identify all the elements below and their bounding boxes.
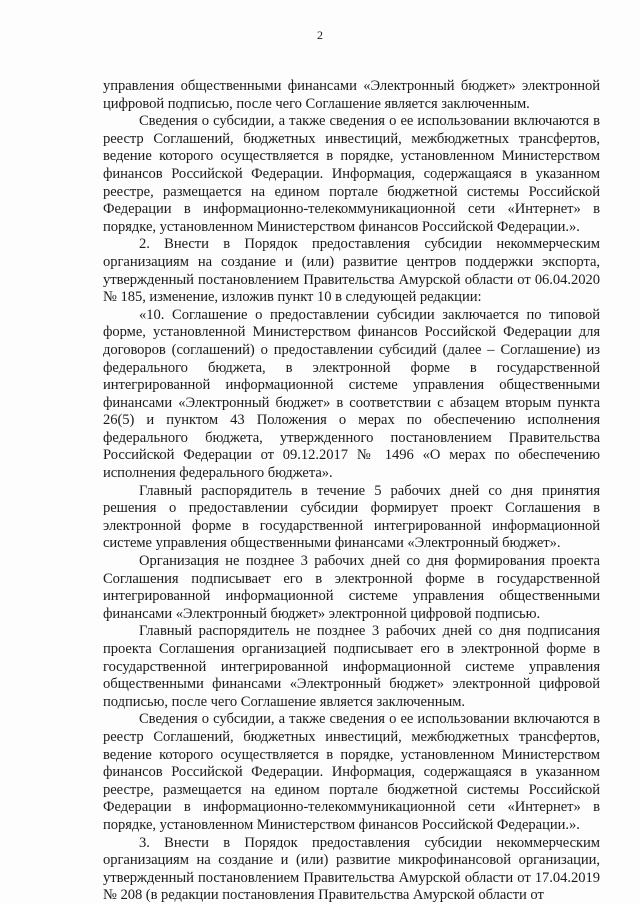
paragraph-continuation: управления общественными финансами «Электронный бюджет» электронной цифровой подписью, после чего Соглашение является заключенным.: [103, 78, 600, 112]
paragraph-project-formation: Главный распорядитель в течение 5 рабочих дней со дня принятия решения о предоставлении субсидии формирует проект Соглашения в электронной форме в государственной интегрированной информационной системе управления общественными финансами «Электронный бюджет».: [103, 482, 600, 552]
page-number: 2: [317, 28, 323, 42]
document-body: [103, 78, 600, 905]
paragraph-distributor-signing: Главный распорядитель не позднее 3 рабочих дней со дня подписания проекта Соглашения организацией подписывает его в электронной форме в государственной интегрированной информационной системе управления общественными финансами «Электронный бюджет» электронной цифровой подписью, после чего Соглашение является заключенным.: [103, 623, 600, 710]
paragraph-registry-info-2: Сведения о субсидии, а также сведения о ее использовании включаются в реестр Соглашений, бюджетных инвестиций, межбюджетных трансфертов, ведение которого осуществляется в порядке, установленном Министерством финансов Российской Федерации. Информация, содержащаяся в указанном реестре, размещается на едином портале бюджетной системы Российской Федерации в информационно-телекоммуникационной сети «Интернет» в порядке, установленном Министерством финансов Российской Федерации.».: [103, 711, 600, 833]
paragraph-registry-info: Сведения о субсидии, а также сведения о ее использовании включаются в реестр Соглашений, бюджетных инвестиций, межбюджетных трансфертов, ведение которого осуществляется в порядке, установленном Министерством финансов Российской Федерации. Информация, содержащаяся в указанном реестре, размещается на едином портале бюджетной системы Российской Федерации в информационно-телекоммуникационной сети «Интернет» в порядке, установленном Министерством финансов Российской Федерации.».: [103, 113, 600, 235]
paragraph-organization-signing: Организация не позднее 3 рабочих дней со дня формирования проекта Соглашения подписывает его в электронной форме в государственной интегрированной информационной системе управления общественными финансами «Электронный бюджет» электронной цифровой подписью.: [103, 553, 600, 622]
paragraph-item-3: 3. Внести в Порядок предоставления субсидии некоммерческим организациям на создание и (или) развитие микрофинансовой организации, утвержденный постановлением Правительства Амурской области от 17.04.2019 № 208 (в редакции постановления Правительства Амурской области от: [103, 834, 600, 904]
paragraph-item-2: 2. Внести в Порядок предоставления субсидии некоммерческим организациям на создание и (или) развитие центров поддержки экспорта, утвержденный постановлением Правительства Амурской области от 06.04.2020 № 185, изменение, изложив пункт 10 в следующей редакции:: [103, 236, 600, 306]
paragraph-clause-10: «10. Соглашение о предоставлении субсидии заключается по типовой форме, установленной Министерством финансов Российской Федерации для договоров (соглашений) о предоставлении субсидий (далее – Соглашение) из федерального бюджета, в электронной форме в государственной интегрированной информационной системе управления общественными финансами «Электронный бюджет» в соответствии с абзацем вторым пункта 26(5) и пунктом 43 Положения о мерах по обеспечению исполнения федерального бюджета, утвержденного постановлением Правительства Российской Федерации от 09.12.2017 № 1496 «О мерах по обеспечению исполнения федерального бюджета».: [103, 306, 600, 482]
